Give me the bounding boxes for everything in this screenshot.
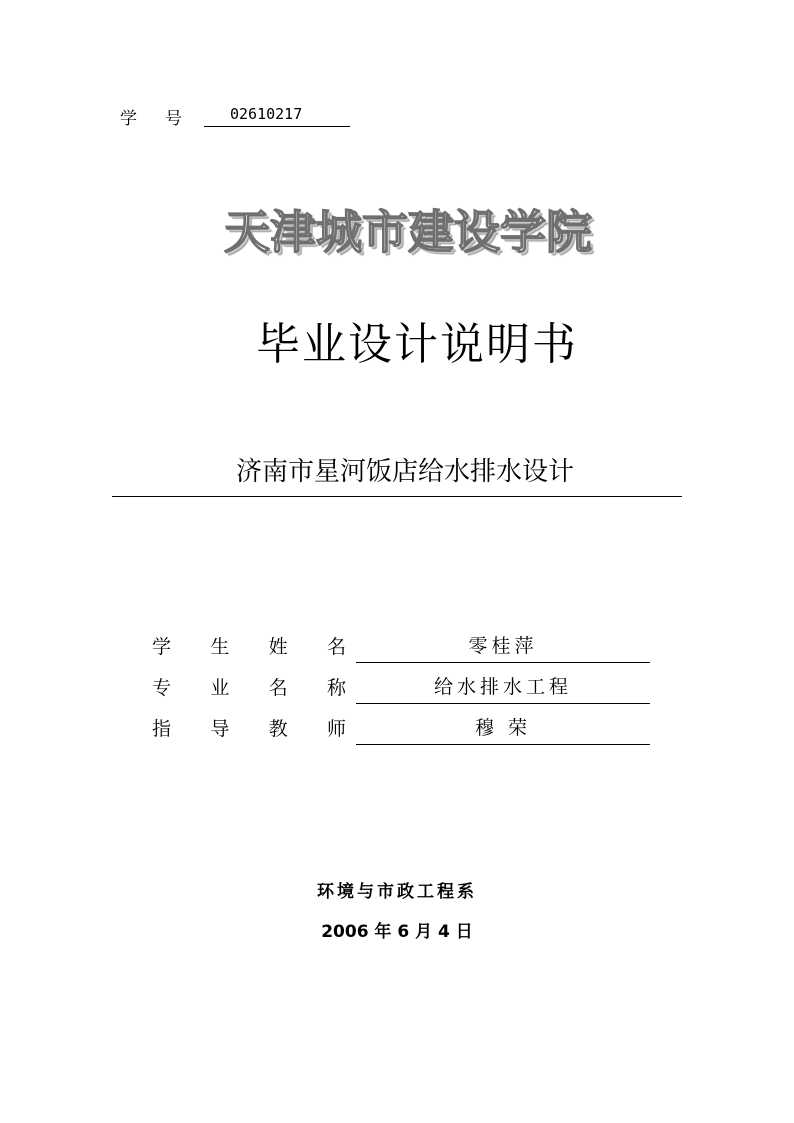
info-label-char: 指	[152, 718, 172, 740]
date: 2006 年 6 月 4 日	[321, 922, 473, 942]
advisor-value: 穆 荣	[356, 715, 650, 745]
student-name-value: 零桂萍	[356, 633, 650, 663]
info-label-char: 学	[152, 636, 172, 658]
info-label	[152, 673, 356, 704]
info-label-char: 导	[210, 718, 230, 740]
info-label-char: 教	[268, 718, 288, 740]
info-row-student-name	[152, 633, 650, 663]
student-id-label	[120, 104, 182, 129]
student-id-value: 02610217	[204, 104, 350, 127]
info-label	[152, 632, 356, 663]
info-label-char: 名	[268, 677, 288, 699]
info-label-char: 师	[326, 718, 346, 740]
info-label	[152, 714, 356, 745]
project-title: 济南市星河饭店给水排水设计	[112, 455, 682, 497]
major-value: 给水排水工程	[356, 674, 650, 704]
info-label-char: 名	[326, 636, 346, 658]
info-label-char: 专	[152, 677, 172, 699]
college-name: 天津城市建设学院	[224, 205, 592, 259]
info-label-char: 姓	[268, 636, 288, 658]
info-label-char: 生	[210, 636, 230, 658]
info-row-advisor	[152, 715, 650, 745]
info-label-char: 称	[326, 677, 346, 699]
document-title: 毕业设计说明书	[256, 319, 578, 370]
student-id-label-char: 号	[165, 109, 182, 129]
info-row-major	[152, 674, 650, 704]
student-id-label-char: 学	[120, 109, 137, 129]
info-label-char: 业	[210, 677, 230, 699]
department: 环境与市政工程系	[317, 882, 477, 902]
